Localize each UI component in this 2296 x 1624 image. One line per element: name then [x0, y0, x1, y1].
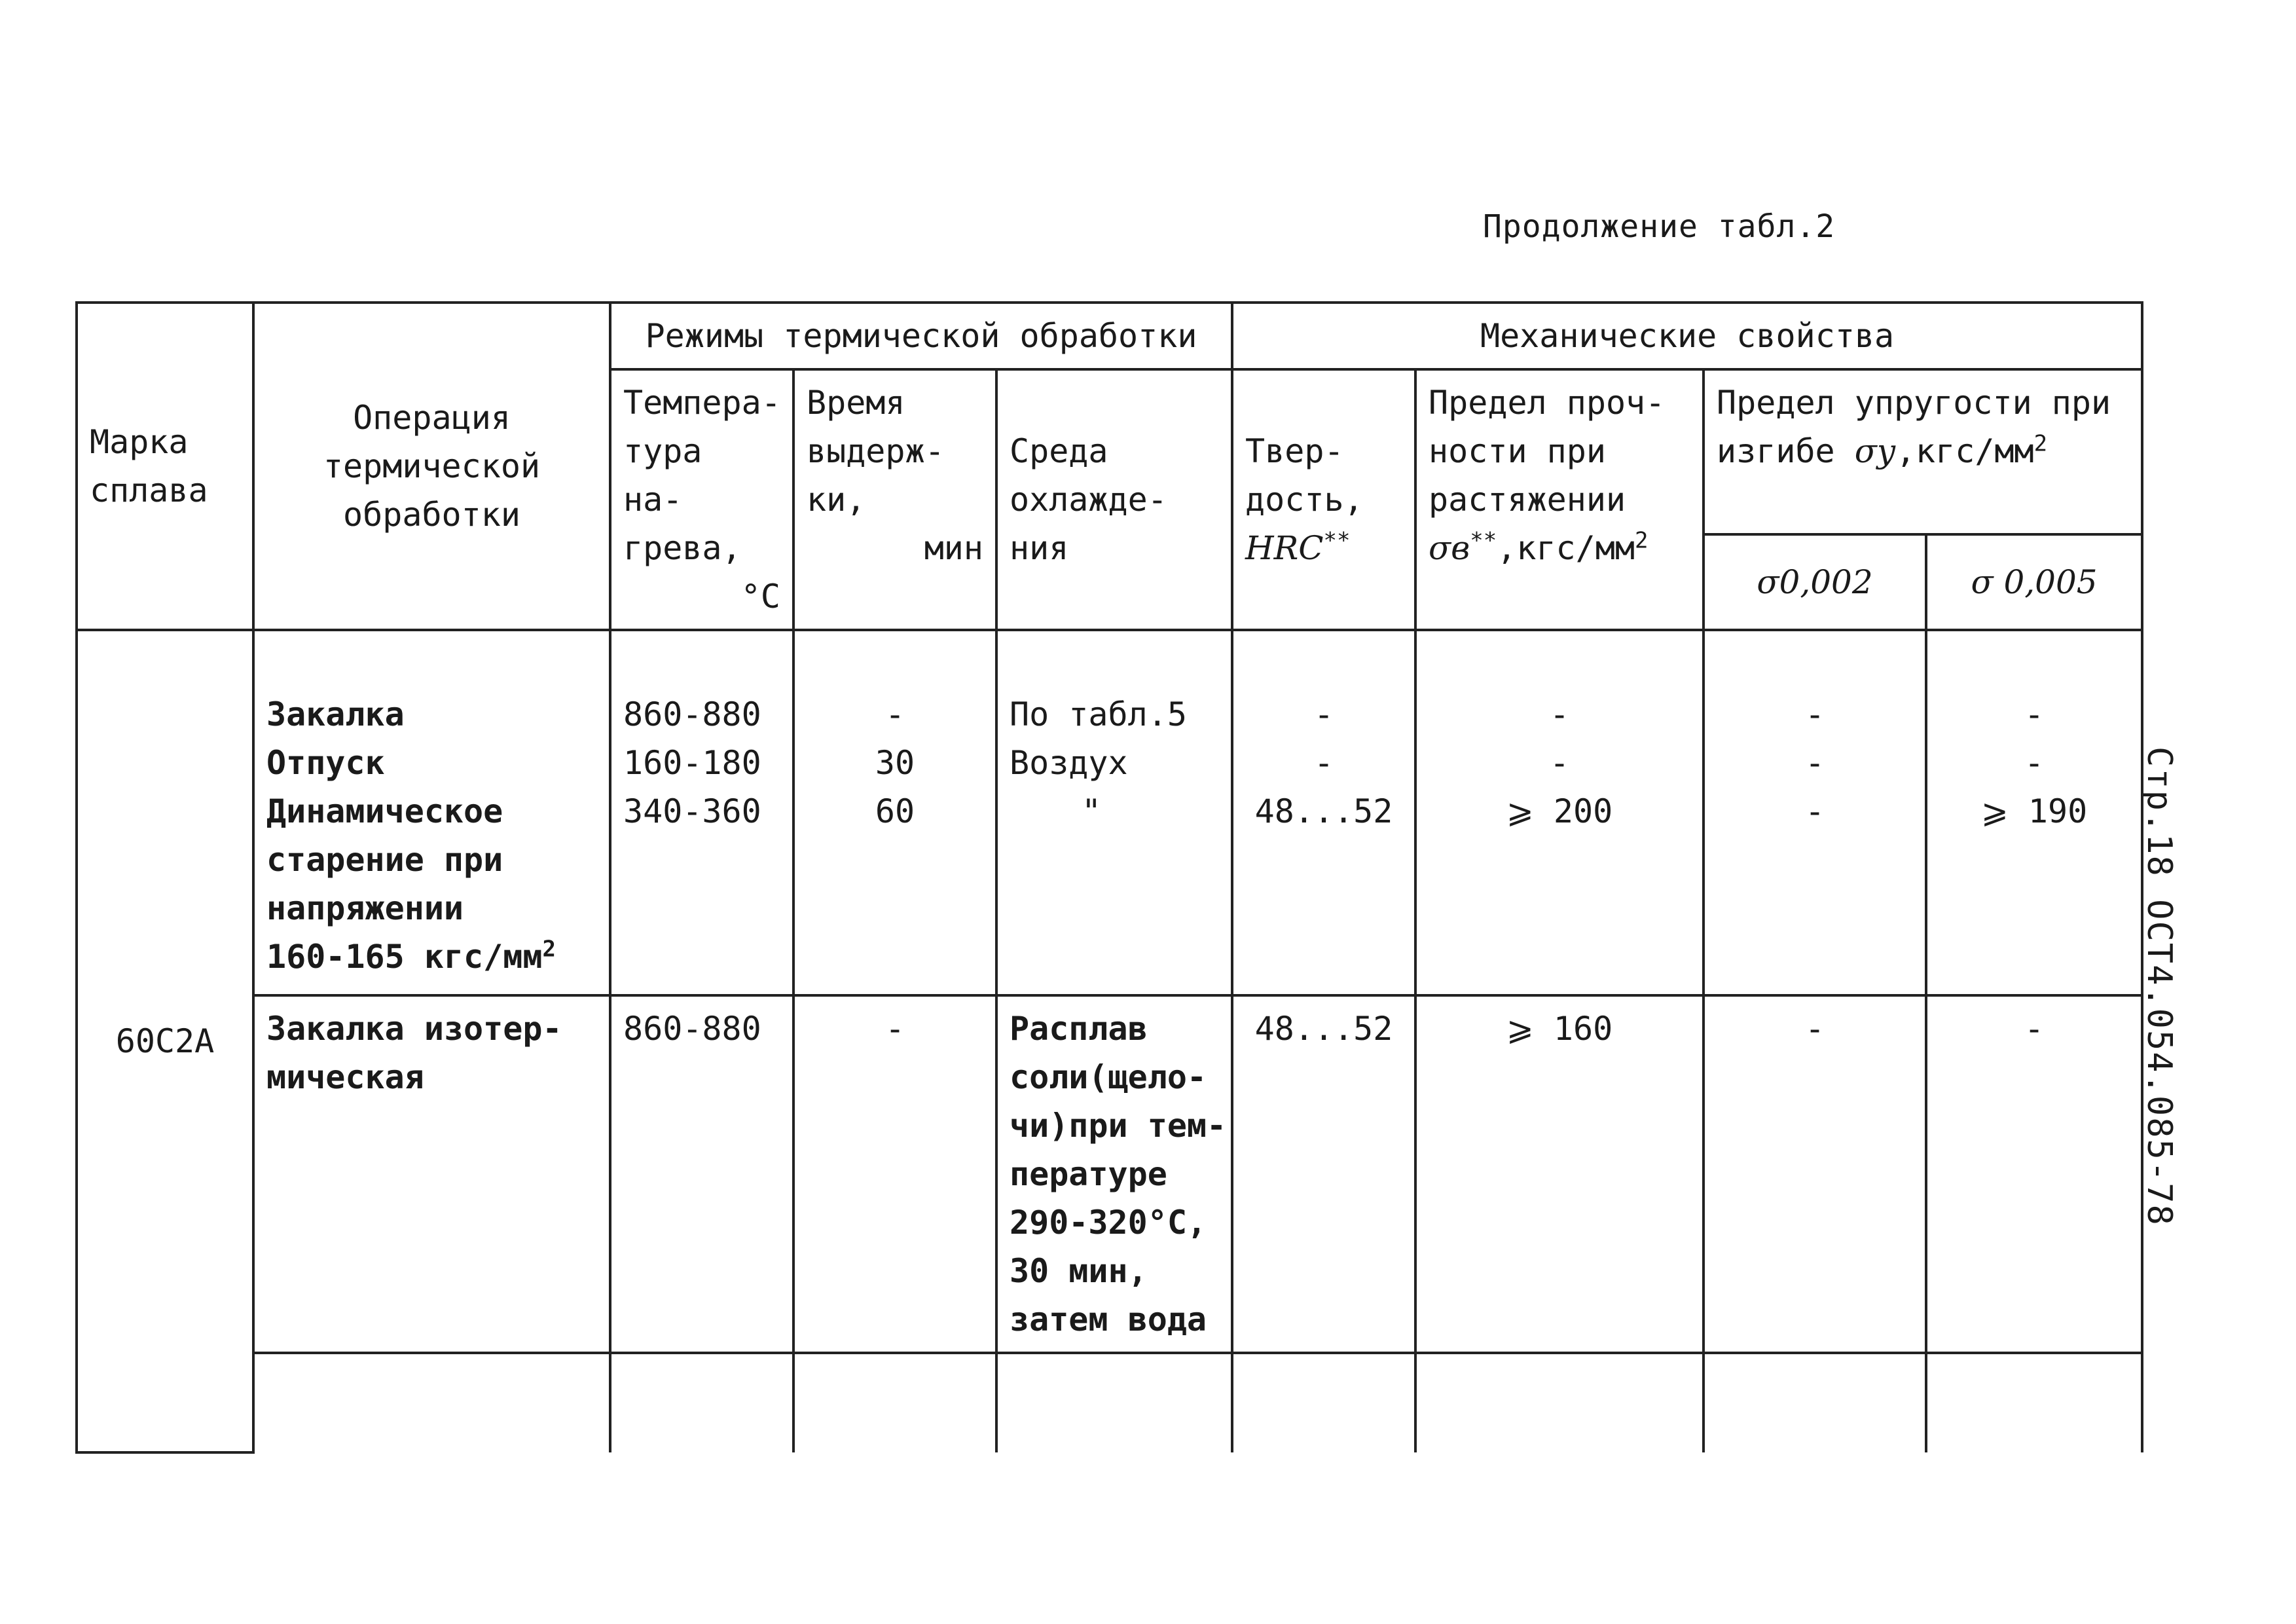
time-cell: - — [793, 995, 996, 1353]
table-caption: Продолжение табл.2 — [1483, 208, 1836, 245]
sigma-0002-cell: - - - — [1704, 630, 1926, 995]
hardness-cell: 48...52 — [1232, 995, 1415, 1353]
header-temp: Темпера- тура на- грева, °С — [610, 369, 793, 630]
operation-cell: Закалка изотер- мическая — [253, 995, 610, 1353]
cooling-cell: По табл.5 Воздух " — [996, 630, 1232, 995]
header-time: Время выдерж- ки, мин — [793, 369, 996, 630]
header-mech: Механические свойства — [1232, 303, 2142, 369]
heat-treatment-table — [75, 301, 2143, 1454]
page-standard-marker: Стр.18 ОСТ4.054.085-78 — [2140, 747, 2179, 1227]
header-hardness: Твер- дость, HRC** — [1232, 369, 1415, 630]
header-cooling: Среда охлажде- ния — [996, 369, 1232, 630]
hardness-cell: - - 48...52 — [1232, 630, 1415, 995]
table-row — [77, 630, 2142, 995]
header-row-1 — [77, 303, 2142, 369]
header-operation: Операция термической обработки — [253, 303, 610, 630]
header-grade: Марка сплава — [77, 303, 253, 630]
header-strength: Предел проч- ности при растяжении $\sigma в^{**},кгс/мм^2$ — [1415, 369, 1704, 630]
sigma-0005-cell: - — [1926, 995, 2142, 1353]
temp-cell: 860-880 — [610, 995, 793, 1353]
header-sigma-0002: σ0,002 — [1704, 534, 1926, 630]
operation-cell: Закалка Отпуск Динамическое старение при напряжении 160-165 кгс/$мм^2$ — [253, 630, 610, 995]
sigma-0002-cell: - — [1704, 995, 1926, 1353]
table-row — [77, 995, 2142, 1353]
strength-cell: - - ⩾ 200 — [1415, 630, 1704, 995]
strength-cell: ⩾ 160 — [1415, 995, 1704, 1353]
header-sigma-0005: σ 0,005 — [1926, 534, 2142, 630]
grade-cell: 60С2А — [77, 630, 253, 1452]
header-modes: Режимы термической обработки — [610, 303, 1232, 369]
time-cell: - 30 60 — [793, 630, 996, 995]
header-elastic: Предел упругости при изгибе $\sigma у,кгс/мм^2$ — [1704, 369, 2142, 534]
sigma-0005-cell: - - ⩾ 190 — [1926, 630, 2142, 995]
cooling-cell: Расплав соли(щело- чи)при тем- пературе 290-320°С, 30 мин, затем вода — [996, 995, 1232, 1353]
temp-cell: 860-880 160-180 340-360 — [610, 630, 793, 995]
table-tail — [77, 1353, 2142, 1452]
